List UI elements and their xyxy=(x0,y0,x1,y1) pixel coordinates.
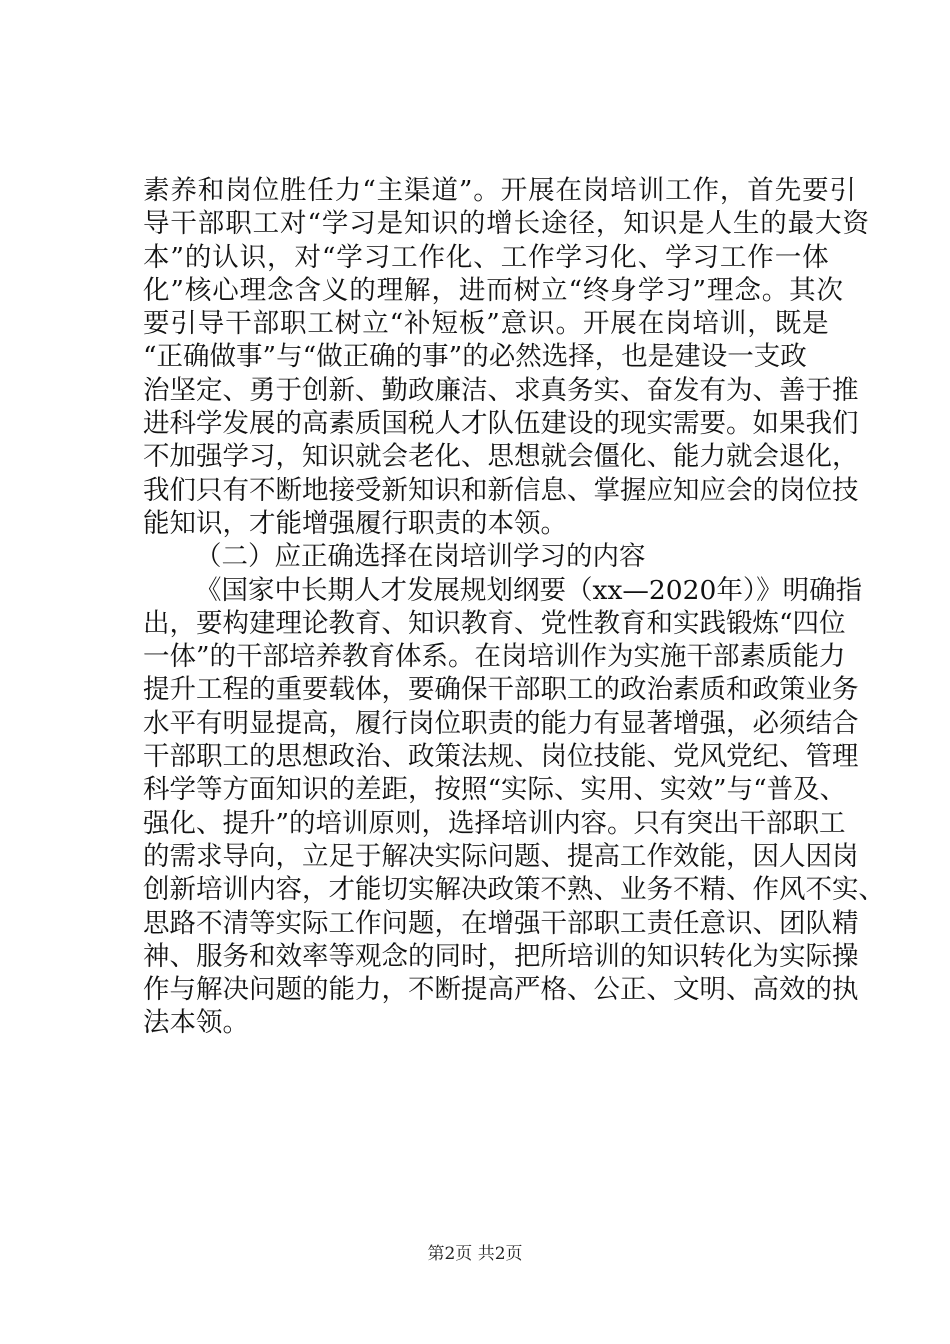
text-line: 水平有明显提高，履行岗位职责的能力有显著增强，必须结合 xyxy=(143,707,859,739)
text-line: 法本领。 xyxy=(143,1007,249,1039)
document-body xyxy=(143,174,885,1040)
text-line: 不加强学习，知识就会老化、思想就会僵化、能力就会退化， xyxy=(143,441,859,473)
text-line: 一体”的干部培养教育体系。在岗培训作为实施干部素质能力 xyxy=(143,641,846,673)
text-line: 治坚定、勇于创新、勤政廉洁、求真务实、奋发有为、善于推 xyxy=(143,374,859,406)
text-line: 要引导干部职工树立“补短板”意识。开展在岗培训，既是 xyxy=(143,308,830,340)
text-line: 神、服务和效率等观念的同时，把所培训的知识转化为实际操 xyxy=(143,940,859,972)
text-line: 素养和岗位胜任力“主渠道”。开展在岗培训工作，首先要引 xyxy=(143,175,857,206)
text-line: 强化、提升”的培训原则，选择培训内容。只有突出干部职工 xyxy=(143,807,846,839)
text-line: 作与解决问题的能力，不断提高严格、公正、文明、高效的执 xyxy=(143,974,859,1006)
page-number-footer: 第2页 共2页 xyxy=(427,1244,523,1264)
text-line: 能知识，才能增强履行职责的本领。 xyxy=(143,507,567,539)
section-heading: （二）应正确选择在岗培训学习的内容 xyxy=(195,541,646,573)
text-line: 《国家中长期人才发展规划纲要（xx—2020年）》明确指 xyxy=(195,574,863,606)
text-line: 创新培训内容，才能切实解决政策不熟、业务不精、作风不实、 xyxy=(143,874,885,906)
text-line: 进科学发展的高素质国税人才队伍建设的现实需要。如果我们 xyxy=(143,408,859,440)
text-line: “正确做事”与“做正确的事”的必然选择，也是建设一支政 xyxy=(143,341,807,373)
text-line: 本”的认识，对“学习工作化、工作学习化、学习工作一体 xyxy=(143,241,830,273)
paragraph-1 xyxy=(143,174,870,540)
text-line: 导干部职工对“学习是知识的增长途径，知识是人生的最大资 xyxy=(143,208,870,240)
text-line: 科学等方面知识的差距，按照“实际、实用、实效”与“普及、 xyxy=(143,774,847,806)
text-line: 干部职工的思想政治、政策法规、岗位技能、党风党纪、管理 xyxy=(143,741,859,773)
text-line: 出，要构建理论教育、知识教育、党性教育和实践锻炼“四位 xyxy=(143,607,846,639)
text-line: 提升工程的重要载体，要确保干部职工的政治素质和政策业务 xyxy=(143,674,859,706)
text-line: 化”核心理念含义的理解，进而树立“终身学习”理念。其次 xyxy=(143,274,844,306)
paragraph-2 xyxy=(143,574,885,1040)
text-line: 思路不清等实际工作问题，在增强干部职工责任意识、团队精 xyxy=(143,907,859,939)
text-line: 的需求导向，立足于解决实际问题、提高工作效能，因人因岗 xyxy=(143,840,859,872)
text-line: 我们只有不断地接受新知识和新信息、掌握应知应会的岗位技 xyxy=(143,474,859,506)
